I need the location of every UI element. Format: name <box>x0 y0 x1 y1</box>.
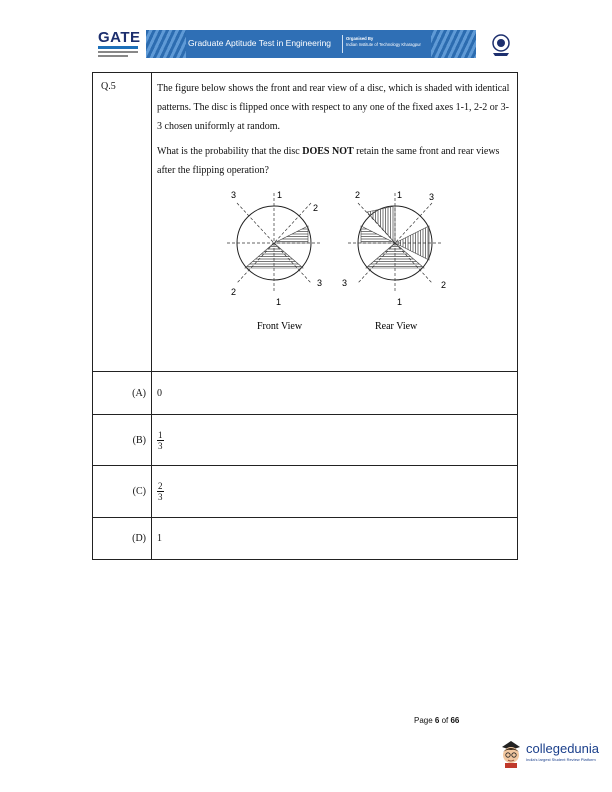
option-d-value: 1 <box>152 518 518 560</box>
header-organiser: Organised By Indian Institute of Technology Kharagpur <box>346 36 421 47</box>
rear-label-top-right: 3 <box>429 192 435 202</box>
front-label-bottom-right: 3 <box>317 278 323 288</box>
option-c-label: (C) <box>93 466 152 518</box>
front-view-caption: Front View <box>257 321 303 332</box>
iit-kgp-emblem-icon <box>490 33 512 57</box>
option-row-a[interactable] <box>93 372 518 415</box>
disc-figure <box>157 188 511 338</box>
brand-tagline: India's largest Student Review Platform <box>526 757 596 762</box>
header-banner <box>146 30 476 58</box>
option-row-d[interactable] <box>93 518 518 560</box>
header-title: Graduate Aptitude Test in Engineering <box>188 38 332 48</box>
gate-logo-text: GATE <box>98 29 141 46</box>
option-c-numerator: 2 <box>158 481 163 491</box>
option-a-label: (A) <box>93 372 152 415</box>
question-body <box>152 73 518 372</box>
front-label-top-right: 2 <box>313 203 319 213</box>
page-number: Page 6 of 66 <box>414 716 460 725</box>
front-disc <box>227 193 321 293</box>
question-number: Q.5 <box>93 73 152 372</box>
rear-label-bottom-left: 3 <box>342 278 348 288</box>
rear-view-caption: Rear View <box>375 321 418 332</box>
gate-logo <box>98 30 142 58</box>
front-label-bottom-left: 2 <box>231 287 237 297</box>
front-label-bottom-mid: 1 <box>276 297 282 307</box>
option-d-label: (D) <box>93 518 152 560</box>
page-header <box>92 28 520 62</box>
option-row-b[interactable] <box>93 415 518 466</box>
option-c-denominator: 3 <box>158 492 163 502</box>
rear-label-top-left: 2 <box>355 190 361 200</box>
option-b-denominator: 3 <box>158 440 163 451</box>
question-table <box>92 72 518 560</box>
option-c-value <box>152 466 518 518</box>
collegedunia-logo <box>498 738 598 768</box>
mascot-icon <box>498 738 524 768</box>
front-label-top-mid: 1 <box>277 190 283 200</box>
front-label-top-left: 3 <box>231 190 237 200</box>
rear-label-top-mid: 1 <box>397 190 403 200</box>
option-b-numerator: 1 <box>158 429 163 440</box>
rear-label-bottom-right: 2 <box>441 280 447 290</box>
rear-disc <box>348 193 442 293</box>
brand-name: collegedunia <box>526 741 600 756</box>
option-b-label: (B) <box>93 415 152 466</box>
question-text-2: What is the probability that the disc DOES NOT retain the same front and rear views after the flipping operation? <box>157 146 500 176</box>
rear-label-bottom-mid: 1 <box>397 297 403 307</box>
option-b-value <box>152 415 518 466</box>
option-a-value: 0 <box>152 372 518 415</box>
does-not-emphasis: DOES NOT <box>302 146 354 157</box>
question-text-1: The figure below shows the front and rear view of a disc, which is shaded with identical patterns. The disc is flipped once with respect to any one of the fixed axes 1-1, 2-2 or 3-3 chosen uniformly at random. <box>157 83 510 132</box>
option-row-c[interactable] <box>93 466 518 518</box>
